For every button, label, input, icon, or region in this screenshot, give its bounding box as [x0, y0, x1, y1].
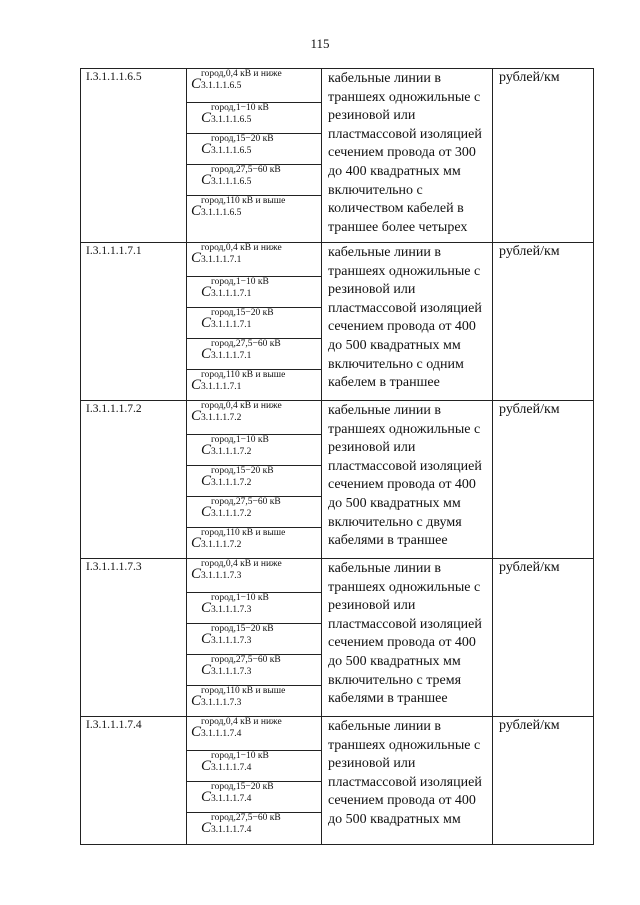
- formula-cell: [187, 813, 321, 844]
- formula-superscript: город,15−20 кВ: [211, 134, 274, 144]
- rates-table: [80, 68, 594, 845]
- formula-superscript: город,110 кВ и выше: [201, 196, 286, 206]
- formula-cell: [187, 339, 321, 370]
- formula-subscript: 3.1.1.1.7.1: [201, 382, 242, 392]
- formula-symbol: C: [201, 141, 212, 157]
- formula-subscript: 3.1.1.1.6.5: [211, 146, 252, 156]
- formula-subscript: 3.1.1.1.6.5: [201, 208, 242, 218]
- formula-superscript: город,15−20 кВ: [211, 466, 274, 476]
- formula-cell: [187, 497, 321, 528]
- row-description: кабельные линии в траншеях одножильные с резиновой или пластмассовой изоляцией сечением провода от 400 до 500 квадратных мм включительно с двумя кабелями в траншее: [322, 401, 493, 559]
- row-unit: рублей/км: [493, 559, 594, 717]
- formula-superscript: город,15−20 кВ: [211, 308, 274, 318]
- formula-symbol: C: [201, 600, 212, 616]
- formula-superscript: город,0,4 кВ и ниже: [201, 717, 282, 727]
- formula-symbol: C: [201, 758, 212, 774]
- formula-cell: [187, 782, 321, 813]
- rates-table-body: [81, 69, 594, 845]
- formula-column: [187, 401, 322, 559]
- row-description: кабельные линии в траншеях одножильные с резиновой или пластмассовой изоляцией сечением провода от 400 до 500 квадратных мм включительно с тремя кабелями в траншее: [322, 559, 493, 717]
- formula-cell: [187, 751, 321, 782]
- formula-cell: [187, 103, 321, 134]
- formula-column: [187, 243, 322, 401]
- formula-superscript: город,0,4 кВ и ниже: [201, 401, 282, 411]
- formula-cell: [187, 624, 321, 655]
- table-row: [81, 69, 594, 243]
- formula-subscript: 3.1.1.1.7.3: [211, 667, 252, 677]
- formula-symbol: C: [191, 535, 202, 551]
- formula-subscript: 3.1.1.1.7.4: [211, 763, 252, 773]
- formula-superscript: город,15−20 кВ: [211, 782, 274, 792]
- formula-cell: [187, 370, 321, 400]
- formula-symbol: C: [201, 789, 212, 805]
- formula-superscript: город,1−10 кВ: [211, 277, 269, 287]
- formula-subscript: 3.1.1.1.7.1: [211, 351, 252, 361]
- table-row: [81, 559, 594, 717]
- row-description: кабельные линии в траншеях одножильные с резиновой или пластмассовой изоляцией сечением провода от 300 до 400 квадратных мм включительно с количеством кабелей в траншее более четырех: [322, 69, 493, 243]
- row-code: I.3.1.1.1.7.2: [81, 401, 187, 559]
- formula-column: [187, 559, 322, 717]
- formula-symbol: C: [201, 315, 212, 331]
- formula-cell: [187, 559, 321, 593]
- row-code: I.3.1.1.1.7.1: [81, 243, 187, 401]
- formula-symbol: C: [201, 662, 212, 678]
- table-row: [81, 401, 594, 559]
- formula-symbol: C: [201, 110, 212, 126]
- formula-symbol: C: [201, 172, 212, 188]
- page-number: 115: [310, 36, 330, 51]
- formula-superscript: город,110 кВ и выше: [201, 528, 286, 538]
- formula-subscript: 3.1.1.1.6.5: [211, 115, 252, 125]
- formula-subscript: 3.1.1.1.6.5: [201, 81, 242, 91]
- formula-symbol: C: [191, 76, 202, 92]
- formula-subscript: 3.1.1.1.7.2: [211, 509, 252, 519]
- row-unit: рублей/км: [493, 401, 594, 559]
- formula-superscript: город,0,4 кВ и ниже: [201, 69, 282, 79]
- formula-cell: [187, 593, 321, 624]
- formula-symbol: C: [201, 473, 212, 489]
- formula-subscript: 3.1.1.1.7.2: [201, 540, 242, 550]
- formula-superscript: город,27,5−60 кВ: [211, 165, 281, 175]
- row-unit: рублей/км: [493, 717, 594, 845]
- formula-superscript: город,1−10 кВ: [211, 103, 269, 113]
- row-code: I.3.1.1.1.6.5: [81, 69, 187, 243]
- formula-superscript: город,27,5−60 кВ: [211, 339, 281, 349]
- formula-column: [187, 717, 322, 845]
- formula-symbol: C: [191, 724, 202, 740]
- formula-cell: [187, 655, 321, 686]
- formula-subscript: 3.1.1.1.7.2: [211, 447, 252, 457]
- formula-subscript: 3.1.1.1.7.1: [201, 255, 242, 265]
- formula-superscript: город,1−10 кВ: [211, 751, 269, 761]
- formula-superscript: город,1−10 кВ: [211, 435, 269, 445]
- formula-cell: [187, 528, 321, 558]
- formula-superscript: город,0,4 кВ и ниже: [201, 559, 282, 569]
- formula-subscript: 3.1.1.1.7.3: [211, 605, 252, 615]
- formula-symbol: C: [201, 631, 212, 647]
- formula-cell: [187, 165, 321, 196]
- formula-superscript: город,27,5−60 кВ: [211, 497, 281, 507]
- formula-subscript: 3.1.1.1.7.4: [211, 794, 252, 804]
- formula-subscript: 3.1.1.1.7.3: [201, 698, 242, 708]
- formula-cell: [187, 435, 321, 466]
- formula-cell: [187, 243, 321, 277]
- formula-symbol: C: [201, 284, 212, 300]
- table-row: [81, 717, 594, 845]
- formula-cell: [187, 277, 321, 308]
- formula-subscript: 3.1.1.1.7.3: [201, 571, 242, 581]
- formula-cell: [187, 69, 321, 103]
- formula-superscript: город,27,5−60 кВ: [211, 813, 281, 823]
- formula-superscript: город,15−20 кВ: [211, 624, 274, 634]
- formula-symbol: C: [201, 820, 212, 836]
- formula-subscript: 3.1.1.1.7.2: [211, 478, 252, 488]
- formula-symbol: C: [201, 442, 212, 458]
- row-code: I.3.1.1.1.7.3: [81, 559, 187, 717]
- formula-symbol: C: [191, 203, 202, 219]
- formula-subscript: 3.1.1.1.7.1: [211, 289, 252, 299]
- formula-cell: [187, 134, 321, 165]
- table-row: [81, 243, 594, 401]
- formula-superscript: город,27,5−60 кВ: [211, 655, 281, 665]
- formula-symbol: C: [191, 693, 202, 709]
- formula-column: [187, 69, 322, 243]
- formula-subscript: 3.1.1.1.6.5: [211, 177, 252, 187]
- formula-subscript: 3.1.1.1.7.4: [211, 825, 252, 835]
- formula-superscript: город,0,4 кВ и ниже: [201, 243, 282, 253]
- formula-symbol: C: [191, 377, 202, 393]
- formula-symbol: C: [201, 346, 212, 362]
- formula-cell: [187, 401, 321, 435]
- formula-cell: [187, 717, 321, 751]
- formula-cell: [187, 196, 321, 239]
- row-unit: рублей/км: [493, 243, 594, 401]
- row-unit: рублей/км: [493, 69, 594, 243]
- formula-symbol: C: [201, 504, 212, 520]
- formula-subscript: 3.1.1.1.7.1: [211, 320, 252, 330]
- formula-superscript: город,110 кВ и выше: [201, 686, 286, 696]
- formula-superscript: город,1−10 кВ: [211, 593, 269, 603]
- formula-subscript: 3.1.1.1.7.4: [201, 729, 242, 739]
- row-description: кабельные линии в траншеях одножильные с резиновой или пластмассовой изоляцией сечением провода от 400 до 500 квадратных мм включительно с одним кабелем в траншее: [322, 243, 493, 401]
- formula-symbol: C: [191, 250, 202, 266]
- formula-subscript: 3.1.1.1.7.2: [201, 413, 242, 423]
- formula-cell: [187, 686, 321, 716]
- row-description: кабельные линии в траншеях одножильные с резиновой или пластмассовой изоляцией сечением провода от 400 до 500 квадратных мм: [322, 717, 493, 845]
- formula-cell: [187, 466, 321, 497]
- formula-symbol: C: [191, 408, 202, 424]
- formula-superscript: город,110 кВ и выше: [201, 370, 286, 380]
- formula-cell: [187, 308, 321, 339]
- formula-subscript: 3.1.1.1.7.3: [211, 636, 252, 646]
- row-code: I.3.1.1.1.7.4: [81, 717, 187, 845]
- formula-symbol: C: [191, 566, 202, 582]
